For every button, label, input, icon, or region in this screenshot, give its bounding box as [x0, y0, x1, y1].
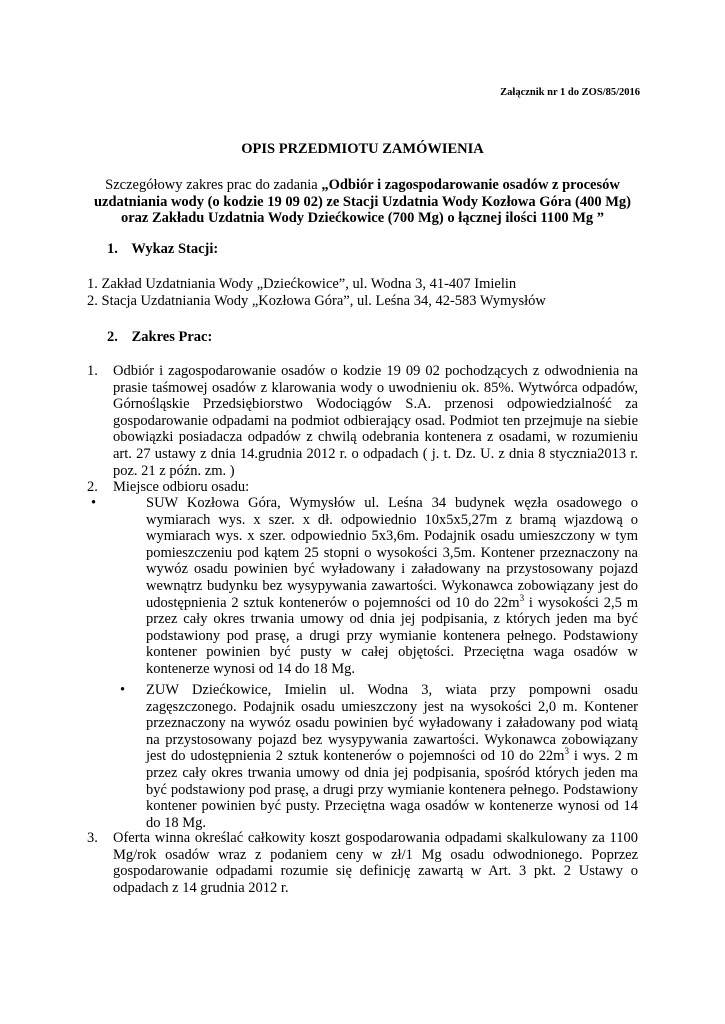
station-item: 2. Stacja Uzdatniania Wody „Kozłowa Góra”, ul. Leśna 34, 42-583 Wymysłów — [87, 292, 546, 309]
scope-item-3 — [87, 830, 638, 896]
item-text: Oferta winna określać całkowity koszt gospodarowania odpadami skalkulowany za 1100 Mg/rok osadów wraz z podaniem ceny w zł/1 Mg osadu odwodnionego. Poprzez gospodarowanie odpadami rozumie się definicję zawartą w Art. 3 pkt. 2 Ustawy o odpadach z 14 grudnia 2012 r. — [113, 830, 638, 896]
intro-task-name: „Odbiór i zagospodarowanie osadów z procesów uzdatniania wody (o kodzie 19 09 02) ze Stacji Uzdatnia Wody Kozłowa Góra (400 Mg) oraz Zakładu Uzdatnia Wody Dziećkowice (700 Mg) o łącznej ilości 1100 Mg ” — [93, 177, 632, 227]
bullet-text — [146, 682, 638, 831]
section-number: 1. — [107, 241, 118, 257]
intro-paragraph — [80, 177, 645, 227]
scope-item-2 — [87, 479, 638, 496]
stations-list — [87, 276, 647, 309]
section-heading-stations — [107, 241, 218, 258]
pickup-location-dzieckowice — [87, 682, 638, 831]
bullet-icon: • — [91, 495, 97, 511]
item-number: 2. — [87, 479, 98, 495]
item-number: 1. — [87, 363, 98, 379]
bullet-text — [146, 495, 638, 678]
bullet-text-part: ZUW Dziećkowice, Imielin ul. Wodna 3, wiata przy pompowni osadu zagęszczonego. Podajnik osadu umieszczony jest na wysokości 2,0 m. Kontener przeznaczony na wywóz osadu powinien być wyładowany i załadowany pod wiatą na przystosowany pojazd bez wysypywania zawartości. Wykonawca zobowiązany jest do udostępnienia 2 sztuk kontenerów o pojemności od 10 do 22m — [146, 682, 638, 765]
bullet-text-part: SUW Kozłowa Góra, Wymysłów ul. Leśna 34 budynek węzła osadowego o wymiarach wys. x szer. x dł. odpowiednio 10x5x5,27m z bramą wjazdową o wymiarach wys. x szer. odpowiednio 5x3,6m. Podajnik osadu umieszczony w tym pomieszczeniu pod kątem 25 stopni o wysokości 3,5m. Kontener przeznaczony na wywóz osadu powinien być wyładowany i załadowany na przystosowany pojazd wewnątrz budynku bez wysypywania zawartości. Wykonawca zobowiązany jest do udostępnienia 2 sztuk kontenerów o pojemności od 10 do 22m — [146, 495, 638, 611]
document-title: OPIS PRZEDMIOTU ZAMÓWIENIA — [241, 141, 484, 157]
superscript: 3 — [519, 592, 525, 603]
pickup-location-kozlowa-gora — [87, 495, 638, 678]
bullet-text-part: i wysokości 2,5 m przez cały okres trwania umowy od dnia jej podpisania, z których jeden ma być podstawiony pod prasę, a drugi przy wymianie kontenera pełnego. Podstawiony kontener powinien być pusty w całej objętości. Przeciętna waga osadów w kontenerze wynosi od 14 do 18 Mg. — [146, 594, 638, 677]
intro-prefix: Szczegółowy zakres prac do zadania — [105, 177, 322, 193]
bullet-text-part: i wys. 2 m przez cały okres trwania umowy od dnia jej podpisania, spośród których jeden ma być podstawiony pod prasę, a drugi przy wymianie kontenera pełnego. Podstawiony kontener powinien być pusty. Przeciętna waga osadów w kontenerze wynosi od 14 do 18 Mg. — [146, 748, 639, 831]
section-heading-scope — [107, 329, 212, 346]
scope-item-1 — [87, 363, 638, 479]
station-item: 1. Zakład Uzdatniania Wody „Dziećkowice”, ul. Wodna 3, 41-407 Imielin — [87, 276, 517, 292]
annex-label: Załącznik nr 1 do ZOS/85/2016 — [500, 87, 640, 98]
item-number: 3. — [87, 830, 98, 846]
item-text: Odbiór i zagospodarowanie osadów o kodzie 19 09 02 pochodzących z odwodnienia na prasie taśmowej osadów z klarowania wody o uwodnieniu ok. 85%. Wytwórca odpadów, Górnośląskie Przedsiębiorstwo Wodociągów S.A. przenosi odpowiedzialność za gospodarowanie odpadami na podmiot odbierający osad. Podmiot ten przejmuje na siebie obowiązki posiadacza odpadów z chwilą odebrania kontenera z osadami, w rozumieniu art. 27 ustawy z dnia 14.grudnia 2012 r. o odpadach ( j. t. Dz. U. z dnia 8 stycznia2013 r. poz. 21 z późn. zm. ) — [113, 363, 638, 479]
superscript: 3 — [564, 746, 569, 757]
bullet-icon: • — [120, 682, 126, 698]
section-number: 2. — [107, 329, 118, 345]
section-title: Wykaz Stacji: — [131, 241, 219, 257]
section-title: Zakres Prac: — [131, 329, 213, 345]
item-text: Miejsce odbioru osadu: — [113, 479, 250, 495]
